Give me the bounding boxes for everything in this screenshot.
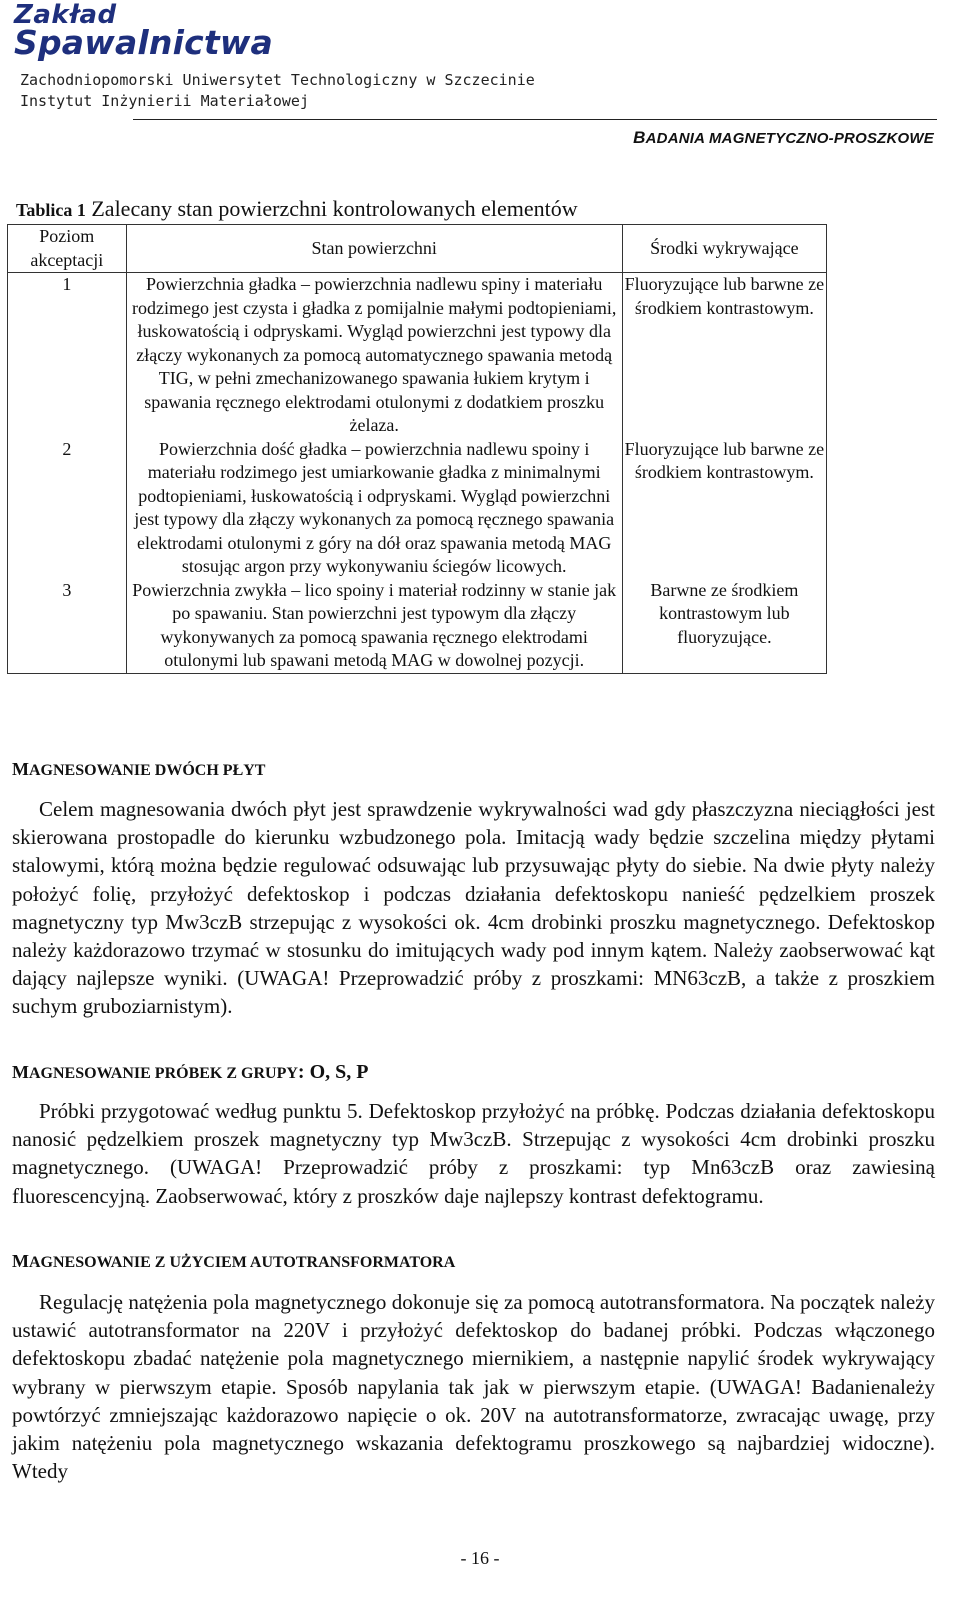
university-name: Zachodniopomorski Uniwersytet Technologiczny w Szczecinie xyxy=(20,71,535,89)
header-detection-means: Środki wykrywające xyxy=(622,225,826,273)
heading-groups: : O, S, P xyxy=(297,1061,369,1083)
level-cell: 2 xyxy=(8,438,127,579)
heading-initial: M xyxy=(12,1062,29,1082)
logo-line-2: Spawalnictwa xyxy=(14,23,274,62)
header-surface-condition: Stan powierzchni xyxy=(126,225,622,273)
table-row xyxy=(8,438,827,579)
institution-block xyxy=(20,70,535,112)
heading-initial: M xyxy=(12,759,29,779)
institute-name: Instytut Inżynierii Materiałowej xyxy=(20,92,309,110)
level-cell: 3 xyxy=(8,579,127,674)
paragraph-two-plates: Celem magnesowania dwóch płyt jest sprawdzenie wykrywalności wad gdy płaszczyzna nieciągłości jest skierowana prostopadle do kierunku wzbudzonego pola. Imitacją wady będzie szczelina między płytami stalowymi, którą można będzie regulować odsuwając lub przysuwając płyty do siebie. Na dwie płyty należy położyć folię, przyłożyć defektoskop i podczas działania defektoskopu nanieść pędzelkiem proszek magnetyczny typ Mw3czB strzepując z wysokości ok. 4cm drobinki proszku magnetycznego. Defektoskop należy każdorazowo trzymać w stosunku do imitujących wady pod innym kątem. Należy zaobserwować kąt dający najlepsze wyniki. (UWAGA! Przeprowadzić próby z proszkami: MN63czB, a także z proszkiem suchym gruboziarnistym). xyxy=(12,797,935,1019)
means-cell: Barwne ze środkiem kontrastowym lub fluoryzujące. xyxy=(622,579,826,674)
table-caption-text: Zalecany stan powierzchni kontrolowanych elementów xyxy=(85,196,578,221)
surface-cell: Powierzchnia zwykła – lico spoiny i materiał rodzinny w stanie jak po spawaniu. Stan powierzchni jest typowym dla złączy wykonywanych za pomocą spawania ręcznego elektrodami otulonymi lub spawani metodą MAG w dowolnej pozycji. xyxy=(132,579,617,670)
surface-cell: Powierzchnia dość gładka – powierzchnia nadlewu spoiny i materiału rodzimego jest umiarkowanie gładka z minimalnymi podtopieniami, łuskowatością i odpryskami. Wygląd powierzchni jest typowy dla złączy wykonanych za pomocą ręcznego spawania elektrodami otulonymi z góry na dół oraz spawania metodą MAG stosując argon przy wykonywaniu ściegów licowych. xyxy=(134,438,615,576)
logo-line-1: Zakład xyxy=(14,0,117,30)
header-level-line2: akceptacji xyxy=(30,249,104,270)
table-row xyxy=(8,273,827,438)
heading-initial: M xyxy=(12,1251,29,1271)
heading-rest: AGNESOWANIE PRÓBEK Z GRUPY xyxy=(29,1065,298,1082)
header-acceptance-level xyxy=(8,225,127,273)
heading-two-plates xyxy=(12,759,265,780)
level-cell: 1 xyxy=(8,273,127,438)
table-caption xyxy=(16,196,578,222)
department-logo xyxy=(14,0,274,62)
section-tag-initial: B xyxy=(633,128,646,147)
header-rule xyxy=(133,119,937,120)
paragraph-sample-groups: Próbki przygotować według punktu 5. Defektoskop przyłożyć na próbkę. Podczas działania defektoskopu nanosić pędzelkiem proszek magnetyczny typ Mw3czB. Strzepując z wysokości 4cm drobinki proszku magnetycznego. (UWAGA! Przeprowadzić próby z proszkami: typ Mn63czB oraz zawiesiną fluorescencyjną. Zaobserwować, który z proszków daje najlepszy kontrast defektogramu. xyxy=(12,1099,935,1208)
heading-rest: AGNESOWANIE Z UŻYCIEM AUTOTRANSFORMATORA xyxy=(29,1254,456,1271)
surface-cell: Powierzchnia gładka – powierzchnia nadlewu spiny i materiału rodzimego jest czysta i gładka z pomijalnie małymi podtopieniami, łuskowatością i odpryskami. Wygląd powierzchni jest typowy dla złączy wykonanych za pomocą automatycznego spawania metodą TIG, w pełni zmechanizowanego spawania łukiem krytym i spawania ręcznego elektrodami otulonymi z dodatkiem proszku żelaza. xyxy=(132,274,617,435)
table-caption-label: Tablica 1 xyxy=(16,200,86,220)
paragraph-autotransformer: Regulację natężenia pola magnetycznego dokonuje się za pomocą autotransformatora. Na początek należy ustawić autotransformator na 220V i przyłożyć defektoskop do badanej próbki. Podczas włączonego defektoskopu zbadać natężenie pola magnetycznego miernikiem, a następnie napylić środek wykrywający wybrany w pierwszym etapie. Sposób napylania tak jak w pierwszym etapie. (UWAGA! Badanienależy powtórzyć zmniejszając każdorazowo napięcie o ok. 20V na autotransformatorze, zwracając uwagę, przy jakim natężeniu pola magnetycznego wskazania defektogramu proszkowego są najbardziej widoczne). Wtedy xyxy=(12,1290,935,1484)
heading-autotransformer xyxy=(12,1251,455,1272)
section-tag-rest: ADANIA MAGNETYCZNO-PROSZKOWE xyxy=(645,130,934,147)
section-tag xyxy=(633,128,934,148)
surface-condition-table xyxy=(7,224,827,674)
table-row xyxy=(8,579,827,674)
heading-rest: AGNESOWANIE DWÓCH PŁYT xyxy=(29,762,266,779)
header-level-line1: Poziom xyxy=(39,226,95,246)
table-header-row xyxy=(8,225,827,273)
heading-sample-groups xyxy=(12,1061,368,1084)
means-cell: Fluoryzujące lub barwne ze środkiem kontrastowym. xyxy=(622,438,826,579)
means-cell: Fluoryzujące lub barwne ze środkiem kontrastowym. xyxy=(622,273,826,438)
page-number: - 16 - xyxy=(460,1548,500,1568)
